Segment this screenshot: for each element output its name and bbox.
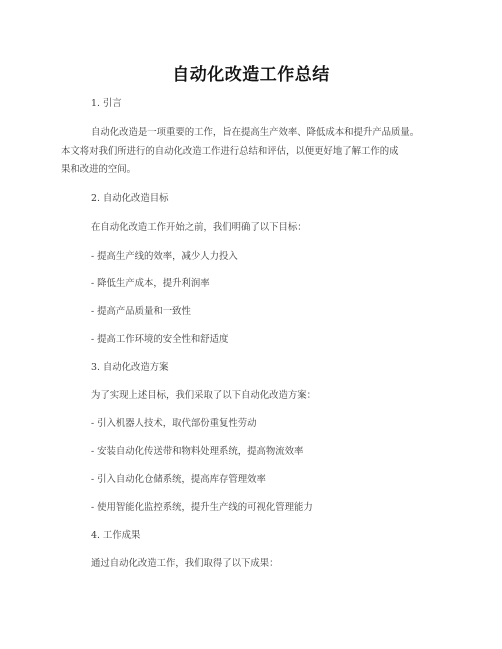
document-title: 自动化改造工作总结 bbox=[172, 65, 330, 85]
intro-line-2: 本文将对我们所进行的自动化改造工作进行总结和评估，以便更好地了解工作的成 bbox=[61, 146, 399, 157]
goals-item: - 降低生产成本，提升利润率 bbox=[91, 278, 210, 289]
section-heading-intro: 1. 引言 bbox=[91, 98, 122, 109]
plan-item: - 安装自动化传送带和物料处理系统，提高物流效率 bbox=[91, 446, 304, 457]
goals-item: - 提高生产线的效率，减少人力投入 bbox=[91, 251, 238, 262]
plan-item: - 引入机器人技术，取代部份重复性劳动 bbox=[91, 418, 257, 429]
goals-item: - 提高工作环境的安全性和舒适度 bbox=[91, 334, 229, 345]
intro-line-3: 果和改进的空间。 bbox=[61, 164, 137, 175]
plan-item: - 引入自动化仓储系统，提高库存管理效率 bbox=[91, 474, 266, 485]
goals-intro: 在自动化改造工作开始之前，我们明确了以下目标： bbox=[91, 222, 307, 233]
section-heading-goals: 2. 自动化改造目标 bbox=[91, 193, 169, 204]
goals-item: - 提高产品质量和一致性 bbox=[91, 306, 191, 317]
section-heading-results: 4. 工作成果 bbox=[91, 530, 141, 541]
results-intro: 通过自动化改造工作，我们取得了以下成果： bbox=[91, 558, 279, 569]
intro-line-1: 自动化改造是一项重要的工作，旨在提高生产效率、降低成本和提升产品质量。 bbox=[91, 127, 420, 138]
section-heading-plan: 3. 自动化改造方案 bbox=[91, 362, 169, 373]
plan-intro: 为了实现上述目标，我们采取了以下自动化改造方案： bbox=[91, 390, 317, 401]
plan-item: - 使用智能化监控系统，提升生产线的可视化管理能力 bbox=[91, 502, 313, 513]
